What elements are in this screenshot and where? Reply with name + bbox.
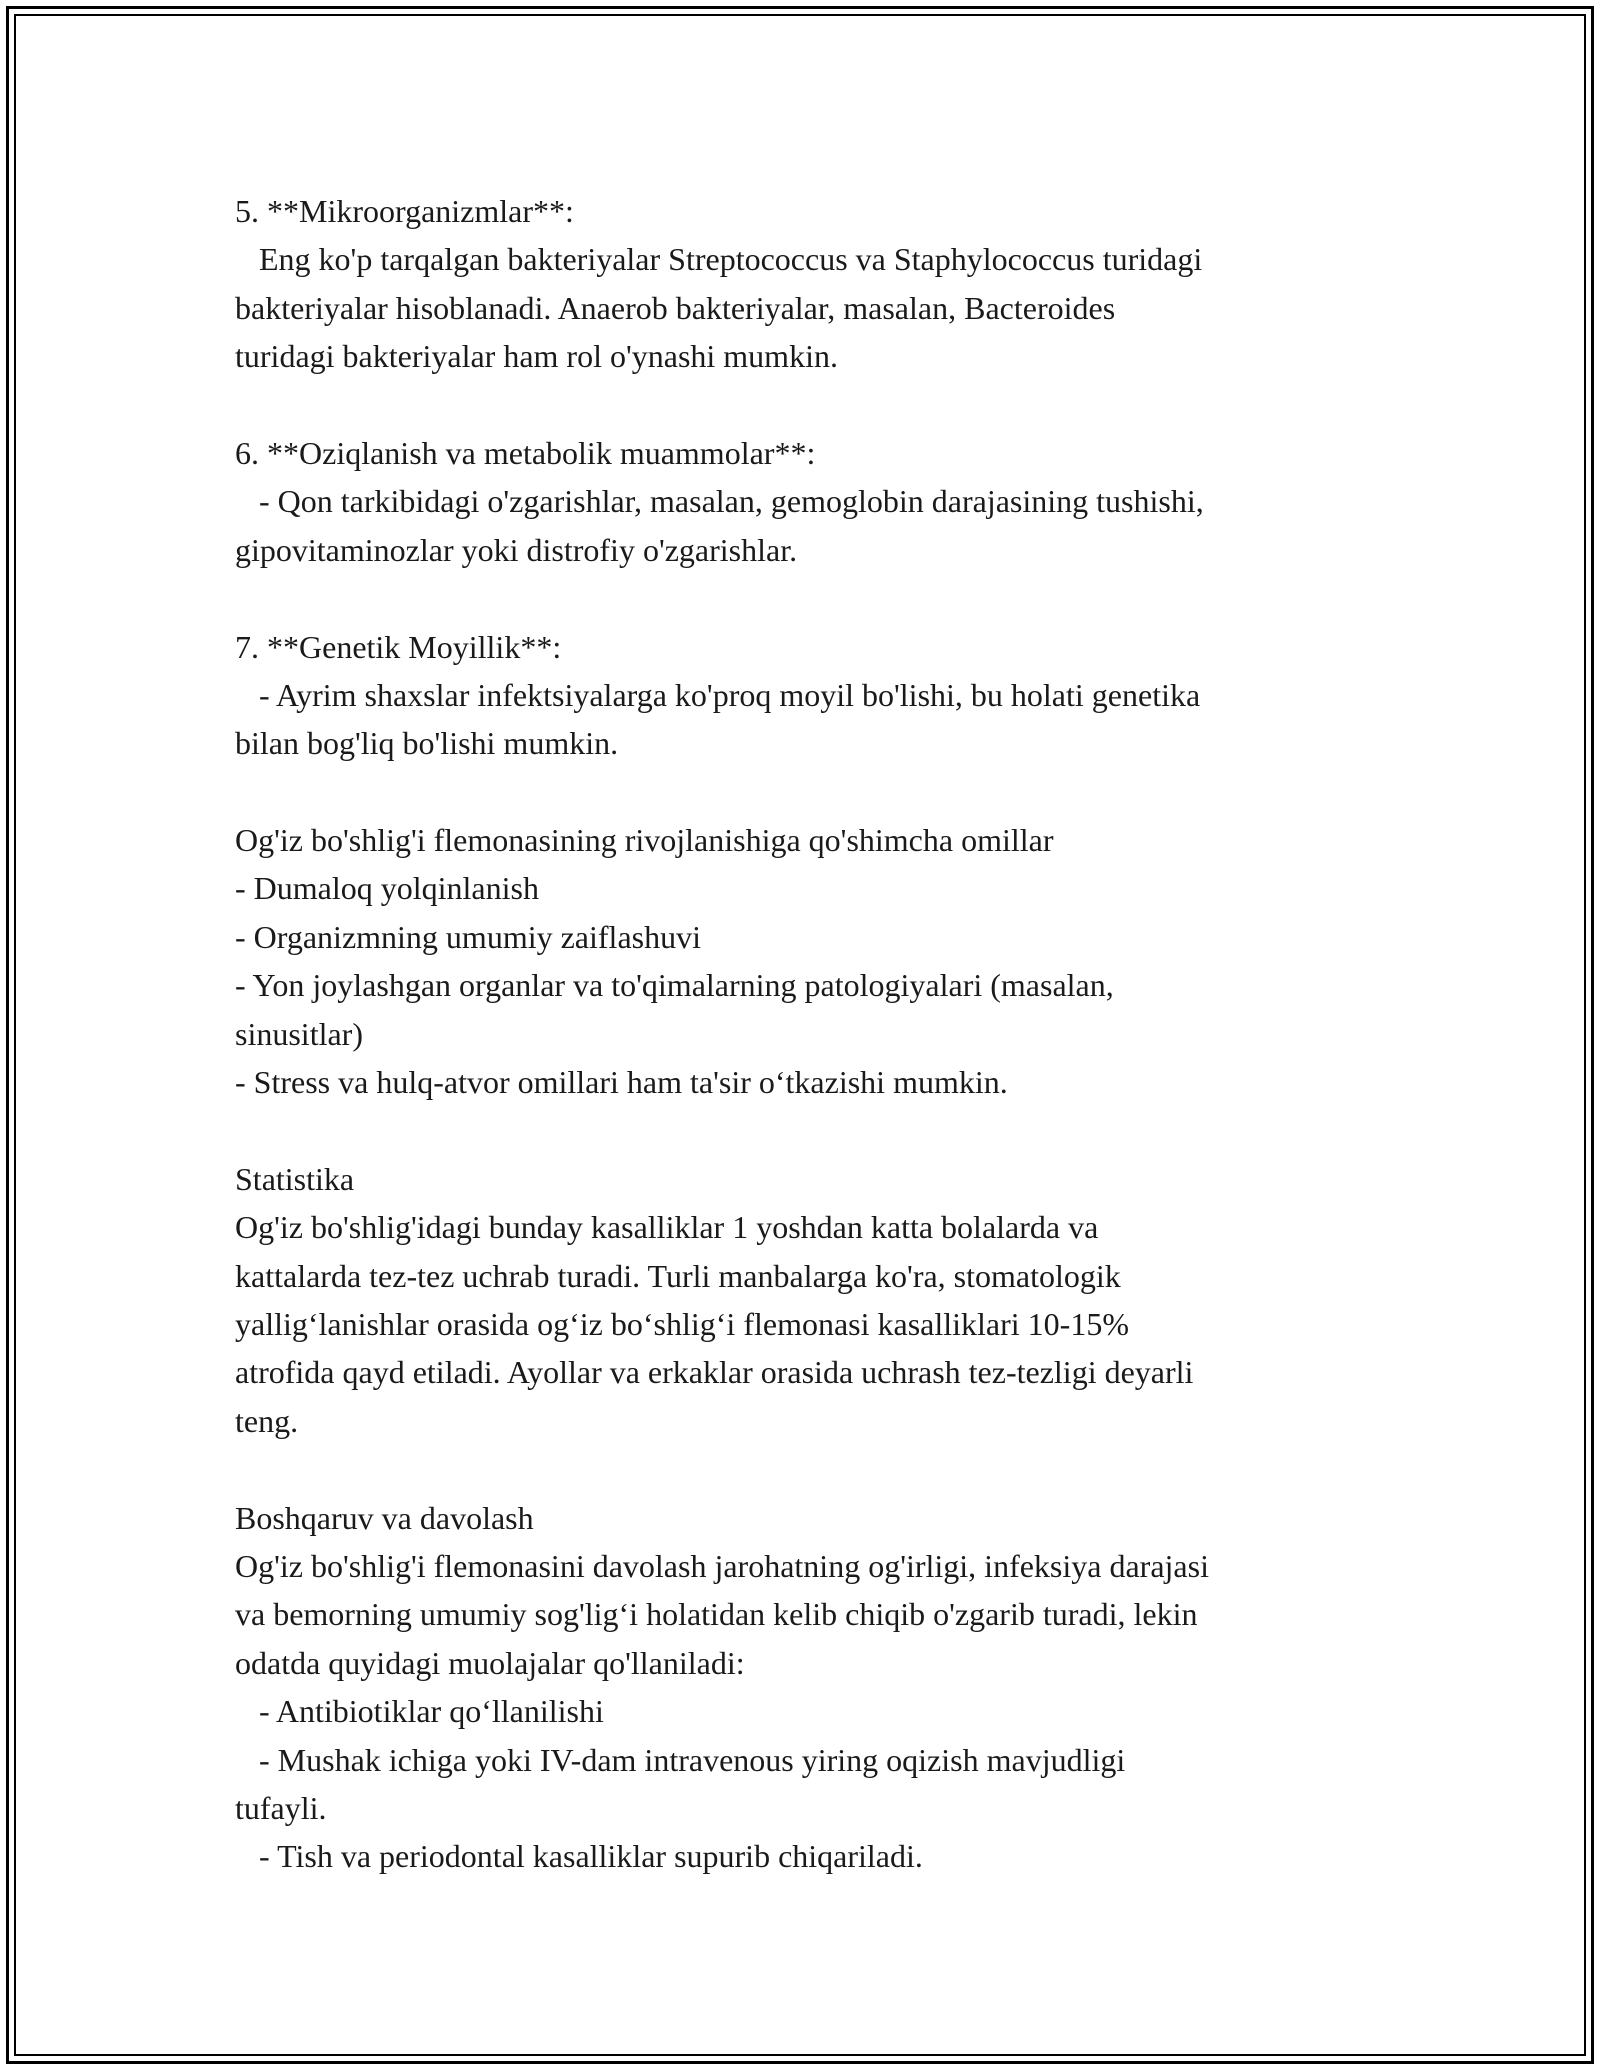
text-line: - Yon joylashgan organlar va to'qimalarning patologiyalari (masalan, (235, 967, 1114, 1004)
text-line: - Mushak ichiga yoki IV-dam intravenous yiring oqizish mavjudligi (235, 1741, 1126, 1778)
text-line: Eng ko'p tarqalgan bakteriyalar Streptococcus va Staphylococcus turidagi (235, 241, 1203, 278)
text-line: - Antibiotiklar qo‘llanilishi (235, 1693, 604, 1730)
text-line: - Stress va hulq-atvor omillari ham ta'sir o‘tkazishi mumkin. (235, 1064, 1008, 1101)
text-line: Og'iz bo'shlig'idagi bunday kasalliklar 1 yoshdan katta bolalarda va (235, 1209, 1099, 1246)
text-line: yallig‘lanishlar orasida og‘iz bo‘shlig‘i flemonasi kasalliklari 10-15% (235, 1305, 1129, 1342)
text-line: va bemorning umumiy sog'lig‘i holatidan kelib chiqib o'zgarib turadi, lekin (235, 1596, 1198, 1633)
blank-line (235, 1106, 1365, 1154)
text-line: turidagi bakteriyalar ham rol o'ynashi mumkin. (235, 338, 838, 375)
blank-line (235, 768, 1365, 816)
text-line: sinusitlar) (235, 1015, 363, 1052)
text-line: 7. **Genetik Moyillik**: (235, 628, 562, 665)
text-line: Og'iz bo'shlig'i flemonasini davolash jarohatning og'irligi, infeksiya darajasi (235, 1547, 1209, 1584)
section-heading: Statistika (235, 1160, 355, 1197)
text-line: gipovitaminozlar yoki distrofiy o'zgarishlar. (235, 531, 798, 568)
text-line: - Dumaloq yolqinlanish (235, 870, 539, 907)
text-line: - Organizmning umumiy zaiflashuvi (235, 918, 701, 955)
text-line: bilan bog'liq bo'lishi mumkin. (235, 725, 619, 762)
text-line: - Qon tarkibidagi o'zgarishlar, masalan, gemoglobin darajasining tushishi, (235, 483, 1204, 520)
blank-line (235, 1445, 1365, 1493)
blank-line (235, 381, 1365, 429)
text-line: 5. **Mikroorganizmlar**: (235, 193, 574, 229)
text-line: odatda quyidagi muolajalar qo'llaniladi: (235, 1644, 745, 1681)
text-line: 6. **Oziqlanish va metabolik muammolar**: (235, 434, 816, 471)
document-body (235, 187, 1365, 1881)
blank-line (235, 574, 1365, 622)
text-line: - Ayrim shaxslar infektsiyalarga ko'proq moyil bo'lishi, bu holati genetika (235, 676, 1201, 713)
text-line: tufayli. (235, 1789, 327, 1826)
text-line: teng. (235, 1402, 299, 1439)
text-line: atrofida qayd etiladi. Ayollar va erkaklar orasida uchrash tez-tezligi deyarli (235, 1354, 1194, 1391)
text-line: kattalarda tez-tez uchrab turadi. Turli manbalarga ko'ra, stomatologik (235, 1257, 1121, 1294)
text-line: Og'iz bo'shlig'i flemonasining rivojlanishiga qo'shimcha omillar (235, 822, 1054, 859)
text-line: bakteriyalar hisoblanadi. Anaerob bakteriyalar, masalan, Bacteroides (235, 289, 1116, 326)
section-heading: Boshqaruv va davolash (235, 1499, 534, 1536)
text-line: - Tish va periodontal kasalliklar supurib chiqariladi. (235, 1838, 923, 1875)
